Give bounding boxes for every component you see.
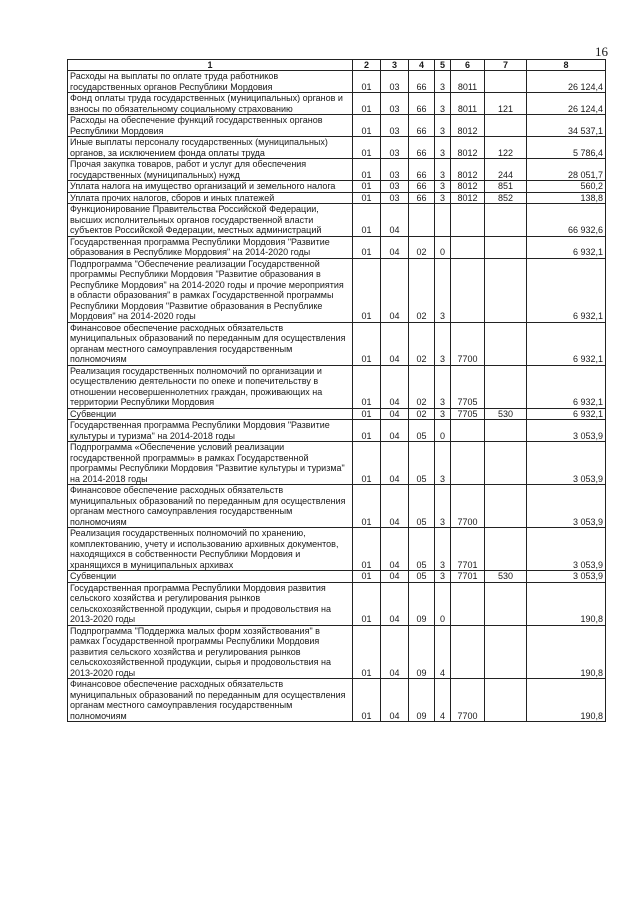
code-program: 66 — [409, 181, 435, 193]
code-subprogram — [435, 204, 451, 237]
code-section: 01 — [353, 71, 381, 93]
code-program: 02 — [409, 365, 435, 408]
code-program: 09 — [409, 625, 435, 679]
code-subprogram: 0 — [435, 420, 451, 442]
row-amount: 5 786,4 — [527, 137, 606, 159]
code-subprogram: 3 — [435, 258, 451, 322]
table-row — [68, 192, 606, 204]
code-direction — [451, 258, 485, 322]
code-section: 01 — [353, 115, 381, 137]
code-expense-type: 530 — [485, 571, 527, 583]
row-name: Подпрограмма «Обеспечение условий реализации государственной программы» в рамках Государственной программы Республики Мордовия "Развитие культуры и туризма" на 2014-2018 годы — [68, 442, 353, 485]
code-direction: 8012 — [451, 137, 485, 159]
code-subprogram: 3 — [435, 93, 451, 115]
row-name: Расходы на обеспечение функций государственных органов Республики Мордовия — [68, 115, 353, 137]
code-program: 66 — [409, 71, 435, 93]
row-amount: 138,8 — [527, 192, 606, 204]
row-name: Подпрограмма "Обеспечение реализации Государственной программы Республики Мордовия "Развитие образования в Республике Мордовия" на 2014-2020 годы и прочие мероприятия в области образования" в рамках Государственной программы Республики Мордовия "Развитие образования в Республике Мордовия" на 2014-2020 годы — [68, 258, 353, 322]
code-expense-type — [485, 236, 527, 258]
table-row — [68, 159, 606, 181]
code-subsection: 04 — [381, 408, 409, 420]
code-subsection: 04 — [381, 442, 409, 485]
code-section: 01 — [353, 679, 381, 722]
row-name: Уплата прочих налогов, сборов и иных платежей — [68, 192, 353, 204]
code-section: 01 — [353, 137, 381, 159]
table-row — [68, 679, 606, 722]
code-program: 66 — [409, 93, 435, 115]
code-program: 66 — [409, 192, 435, 204]
row-amount: 3 053,9 — [527, 528, 606, 571]
code-expense-type — [485, 679, 527, 722]
row-name: Реализация государственных полномочий по хранению, комплектованию, учету и использованию архивных документов, находящихся в собственности Республики Мордовия и хранящихся в муниципальных архивах — [68, 528, 353, 571]
code-expense-type — [485, 485, 527, 528]
column-header: 4 — [409, 60, 435, 71]
row-amount: 34 537,1 — [527, 115, 606, 137]
column-header: 3 — [381, 60, 409, 71]
code-subsection: 04 — [381, 365, 409, 408]
table-row — [68, 485, 606, 528]
table-row — [68, 137, 606, 159]
row-name: Государственная программа Республики Мордовия "Развитие культуры и туризма" на 2014-2018 годы — [68, 420, 353, 442]
code-expense-type — [485, 582, 527, 625]
code-section: 01 — [353, 93, 381, 115]
code-program: 09 — [409, 582, 435, 625]
code-direction: 7701 — [451, 528, 485, 571]
code-direction — [451, 420, 485, 442]
code-subprogram: 3 — [435, 442, 451, 485]
code-subsection: 04 — [381, 204, 409, 237]
code-direction: 7705 — [451, 365, 485, 408]
code-section: 01 — [353, 571, 381, 583]
code-subsection: 04 — [381, 571, 409, 583]
table-row — [68, 93, 606, 115]
code-subprogram: 3 — [435, 181, 451, 193]
code-section: 01 — [353, 258, 381, 322]
table-row — [68, 408, 606, 420]
row-amount: 560,2 — [527, 181, 606, 193]
code-program: 02 — [409, 408, 435, 420]
row-amount: 6 932,1 — [527, 322, 606, 365]
column-header: 6 — [451, 60, 485, 71]
code-expense-type: 122 — [485, 137, 527, 159]
table-row — [68, 528, 606, 571]
code-direction — [451, 236, 485, 258]
row-amount: 3 053,9 — [527, 485, 606, 528]
table-row — [68, 181, 606, 193]
code-expense-type — [485, 442, 527, 485]
table-row — [68, 71, 606, 93]
row-amount: 6 932,1 — [527, 258, 606, 322]
code-subprogram: 3 — [435, 192, 451, 204]
code-subsection: 04 — [381, 679, 409, 722]
code-expense-type: 852 — [485, 192, 527, 204]
code-subsection: 04 — [381, 322, 409, 365]
table-row — [68, 571, 606, 583]
code-direction: 7705 — [451, 408, 485, 420]
code-section: 01 — [353, 528, 381, 571]
page-number: 16 — [595, 44, 608, 59]
code-section: 01 — [353, 485, 381, 528]
row-amount: 190,8 — [527, 582, 606, 625]
table-row — [68, 236, 606, 258]
code-program — [409, 204, 435, 237]
code-section: 01 — [353, 236, 381, 258]
code-direction — [451, 582, 485, 625]
code-subsection: 04 — [381, 485, 409, 528]
code-section: 01 — [353, 582, 381, 625]
table-row — [68, 442, 606, 485]
row-name: Прочая закупка товаров, работ и услуг для обеспечения государственных (муниципальных) нужд — [68, 159, 353, 181]
code-program: 66 — [409, 115, 435, 137]
table-row — [68, 625, 606, 679]
code-direction — [451, 442, 485, 485]
code-expense-type — [485, 528, 527, 571]
code-direction — [451, 625, 485, 679]
row-amount: 190,8 — [527, 625, 606, 679]
code-subsection: 04 — [381, 582, 409, 625]
row-name: Субвенции — [68, 571, 353, 583]
column-header: 5 — [435, 60, 451, 71]
row-amount: 3 053,9 — [527, 420, 606, 442]
table-row — [68, 115, 606, 137]
row-name: Финансовое обеспечение расходных обязательств муниципальных образований по переданным для осуществления органам местного самоуправления государственным полномочиям — [68, 322, 353, 365]
table-row — [68, 420, 606, 442]
code-subprogram: 4 — [435, 625, 451, 679]
code-subsection: 03 — [381, 93, 409, 115]
code-section: 01 — [353, 204, 381, 237]
code-subsection: 03 — [381, 181, 409, 193]
table-row — [68, 204, 606, 237]
code-expense-type — [485, 204, 527, 237]
code-direction: 8012 — [451, 115, 485, 137]
code-subprogram: 3 — [435, 485, 451, 528]
code-program: 05 — [409, 528, 435, 571]
code-subprogram: 3 — [435, 408, 451, 420]
code-subsection: 04 — [381, 420, 409, 442]
code-subprogram: 4 — [435, 679, 451, 722]
row-amount: 26 124,4 — [527, 93, 606, 115]
code-direction: 8011 — [451, 71, 485, 93]
code-subprogram: 3 — [435, 137, 451, 159]
code-program: 02 — [409, 322, 435, 365]
code-program: 66 — [409, 137, 435, 159]
code-subprogram: 3 — [435, 365, 451, 408]
code-subsection: 03 — [381, 159, 409, 181]
code-direction: 8012 — [451, 181, 485, 193]
table-row — [68, 365, 606, 408]
code-program: 05 — [409, 442, 435, 485]
code-program: 05 — [409, 485, 435, 528]
row-name: Функционирование Правительства Российской Федерации, высших исполнительных органов государственной власти субъектов Российской Федерации, местных администраций — [68, 204, 353, 237]
code-subprogram: 0 — [435, 582, 451, 625]
code-program: 09 — [409, 679, 435, 722]
code-subprogram: 3 — [435, 322, 451, 365]
row-name: Реализация государственных полномочий по организации и осуществлению деятельности по опеке и попечительству в отношении несовершеннолетних граждан, проживающих на территории Республики Мордовия — [68, 365, 353, 408]
code-subsection: 04 — [381, 625, 409, 679]
code-section: 01 — [353, 420, 381, 442]
row-amount: 3 053,9 — [527, 571, 606, 583]
code-direction: 8011 — [451, 93, 485, 115]
code-program: 02 — [409, 236, 435, 258]
code-subsection: 04 — [381, 236, 409, 258]
code-direction — [451, 204, 485, 237]
code-expense-type — [485, 115, 527, 137]
code-expense-type: 121 — [485, 93, 527, 115]
code-section: 01 — [353, 159, 381, 181]
code-program: 66 — [409, 159, 435, 181]
code-subprogram: 3 — [435, 571, 451, 583]
code-subprogram: 3 — [435, 528, 451, 571]
code-subsection: 03 — [381, 192, 409, 204]
code-program: 05 — [409, 420, 435, 442]
code-direction: 7700 — [451, 322, 485, 365]
code-program: 02 — [409, 258, 435, 322]
code-subprogram: 0 — [435, 236, 451, 258]
row-amount: 190,8 — [527, 679, 606, 722]
table-header-row — [68, 60, 606, 71]
code-expense-type: 530 — [485, 408, 527, 420]
row-name: Финансовое обеспечение расходных обязательств муниципальных образований по переданным для осуществления органам местного самоуправления государственным полномочиям — [68, 679, 353, 722]
column-header: 8 — [527, 60, 606, 71]
code-section: 01 — [353, 365, 381, 408]
row-name: Государственная программа Республики Мордовия "Развитие образования в Республике Мордовия" на 2014-2020 годы — [68, 236, 353, 258]
column-header: 1 — [68, 60, 353, 71]
code-expense-type: 244 — [485, 159, 527, 181]
code-direction: 8012 — [451, 192, 485, 204]
code-expense-type: 851 — [485, 181, 527, 193]
code-direction: 7700 — [451, 485, 485, 528]
code-subsection: 04 — [381, 258, 409, 322]
code-section: 01 — [353, 408, 381, 420]
code-subsection: 03 — [381, 115, 409, 137]
row-name: Уплата налога на имущество организаций и земельного налога — [68, 181, 353, 193]
budget-table — [67, 59, 606, 722]
code-expense-type — [485, 258, 527, 322]
row-amount: 6 932,1 — [527, 408, 606, 420]
code-subprogram: 3 — [435, 71, 451, 93]
row-name: Субвенции — [68, 408, 353, 420]
code-section: 01 — [353, 181, 381, 193]
row-amount: 3 053,9 — [527, 442, 606, 485]
column-header: 7 — [485, 60, 527, 71]
row-amount: 6 932,1 — [527, 236, 606, 258]
code-subprogram: 3 — [435, 115, 451, 137]
code-section: 01 — [353, 442, 381, 485]
code-expense-type — [485, 625, 527, 679]
code-direction: 8012 — [451, 159, 485, 181]
row-amount: 28 051,7 — [527, 159, 606, 181]
code-direction: 7700 — [451, 679, 485, 722]
code-section: 01 — [353, 192, 381, 204]
code-direction: 7701 — [451, 571, 485, 583]
code-subprogram: 3 — [435, 159, 451, 181]
row-amount: 66 932,6 — [527, 204, 606, 237]
table-row — [68, 258, 606, 322]
table-body — [68, 71, 606, 722]
code-expense-type — [485, 420, 527, 442]
code-subsection: 03 — [381, 137, 409, 159]
row-name: Подпрограмма "Поддержка малых форм хозяйствования" в рамках Государственной программы Республики Мордовия развития сельского хозяйства и регулирования рынков сельскохозяйственной продукции, сырья и продовольствия на 2013-2020 годы — [68, 625, 353, 679]
code-program: 05 — [409, 571, 435, 583]
code-expense-type — [485, 71, 527, 93]
row-name: Расходы на выплаты по оплате труда работников государственных органов Республики Мордовия — [68, 71, 353, 93]
column-header: 2 — [353, 60, 381, 71]
code-expense-type — [485, 365, 527, 408]
code-section: 01 — [353, 625, 381, 679]
code-section: 01 — [353, 322, 381, 365]
row-name: Финансовое обеспечение расходных обязательств муниципальных образований по переданным для осуществления органам местного самоуправления государственным полномочиям — [68, 485, 353, 528]
row-name: Фонд оплаты труда государственных (муниципальных) органов и взносы по обязательному социальному страхованию — [68, 93, 353, 115]
row-name: Иные выплаты персоналу государственных (муниципальных) органов, за исключением фонда оплаты труда — [68, 137, 353, 159]
row-amount: 6 932,1 — [527, 365, 606, 408]
row-amount: 26 124,4 — [527, 71, 606, 93]
code-subsection: 03 — [381, 71, 409, 93]
code-subsection: 04 — [381, 528, 409, 571]
table-row — [68, 322, 606, 365]
row-name: Государственная программа Республики Мордовия развития сельского хозяйства и регулирования рынков сельскохозяйственной продукции, сырья и продовольствия на 2013-2020 годы — [68, 582, 353, 625]
code-expense-type — [485, 322, 527, 365]
table-row — [68, 582, 606, 625]
